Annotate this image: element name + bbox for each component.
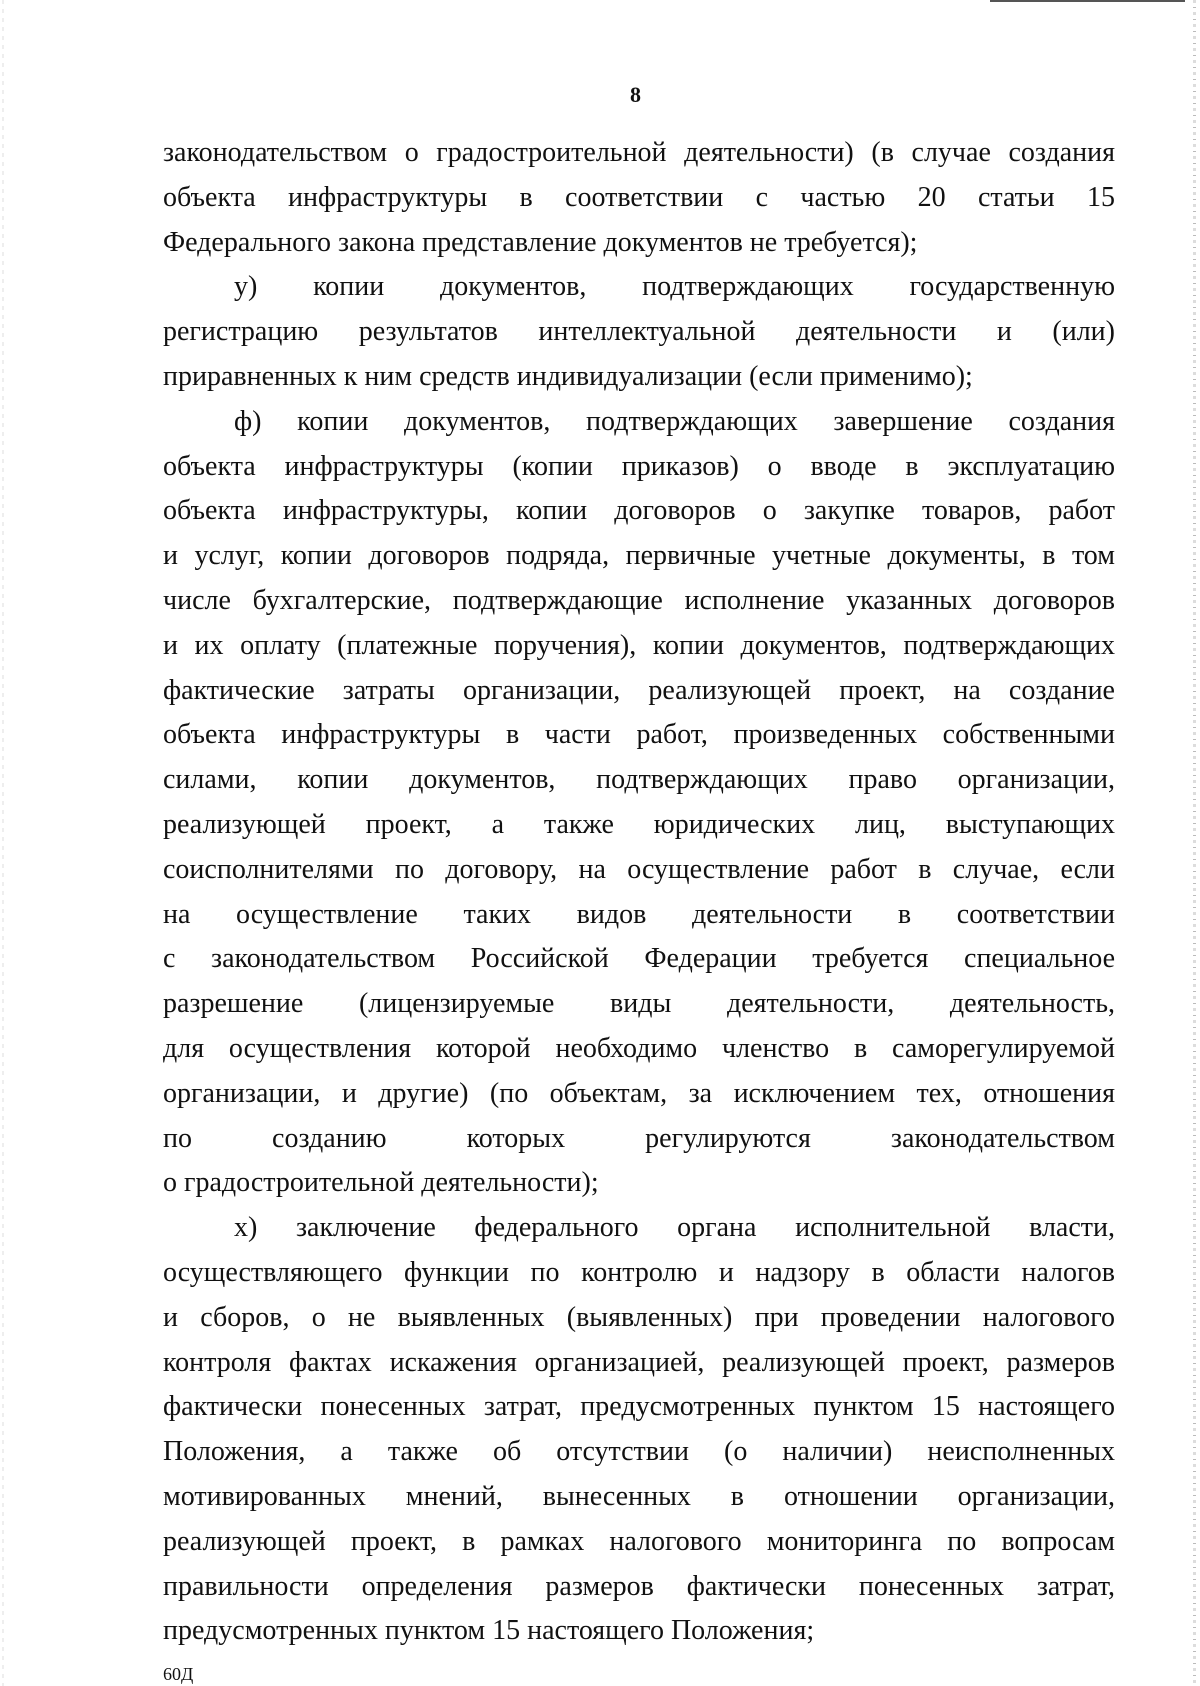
paragraph <box>163 1206 1115 1654</box>
text-line: фактически понесенных затрат, предусмотренных пунктом 15 настоящего <box>163 1391 1115 1423</box>
text-line: регистрацию результатов интеллектуальной деятельности и (или) <box>163 316 1115 348</box>
text-line: мотивированных мнений, вынесенных в отношении организации, <box>163 1480 1115 1512</box>
scan-edge-right <box>1193 0 1196 1686</box>
text-line: законодательством о градостроительной деятельности) (в случае создания <box>163 137 1115 168</box>
text-line: осуществляющего функции по контролю и надзору в области налогов <box>163 1256 1115 1288</box>
text-line: числе бухгалтерские, подтверждающие исполнение указанных договоров <box>163 584 1115 616</box>
paragraph <box>163 131 1115 265</box>
document-body <box>163 131 1115 1654</box>
text-line: объекта инфраструктуры в части работ, произведенных собственными <box>163 719 1115 751</box>
text-line: соисполнителями по договору, на осуществление работ в случае, если <box>163 853 1115 885</box>
text-line: объекта инфраструктуры, копии договоров о закупке товаров, работ <box>163 495 1115 527</box>
text-line: и сборов, о не выявленных (выявленных) при проведении налогового <box>163 1301 1115 1333</box>
text-line: у) копии документов, подтверждающих государственную <box>234 271 1115 303</box>
scan-edge-left <box>2 0 4 1686</box>
scan-top-edge-line <box>990 0 1185 2</box>
text-line: для осуществления которой необходимо членство в саморегулируемой <box>163 1032 1115 1064</box>
page-number: 8 <box>630 82 641 107</box>
text-line: реализующей проект, в рамках налогового мониторинга по вопросам <box>163 1525 1115 1557</box>
text-line: и услуг, копии договоров подряда, первичные учетные документы, в том <box>163 540 1115 572</box>
text-line: по созданию которых регулируются законодательством <box>163 1122 1115 1154</box>
text-line: контроля фактах искажения организацией, реализующей проект, размеров <box>163 1346 1115 1378</box>
text-line: фактические затраты организации, реализующей проект, на создание <box>163 674 1115 706</box>
text-line: силами, копии документов, подтверждающих право организации, <box>163 764 1115 796</box>
text-line: правильности определения размеров фактически понесенных затрат, <box>163 1570 1115 1602</box>
text-line: с законодательством Российской Федерации требуется специальное <box>163 943 1115 975</box>
text-line: предусмотренных пунктом 15 настоящего Положения; <box>163 1615 815 1647</box>
text-line: и их оплату (платежные поручения), копии документов, подтверждающих <box>163 629 1115 661</box>
paragraph <box>163 400 1115 1206</box>
text-line: о градостроительной деятельности); <box>163 1167 599 1199</box>
text-line: х) заключение федерального органа исполнительной власти, <box>234 1212 1115 1244</box>
text-line: реализующей проект, а также юридических лиц, выступающих <box>163 808 1115 840</box>
text-line: объекта инфраструктуры в соответствии с частью 20 статьи 15 <box>163 181 1115 213</box>
text-line: Федерального закона представление документов не требуется); <box>163 226 918 258</box>
paragraph <box>163 265 1115 399</box>
text-line: ф) копии документов, подтверждающих завершение создания <box>234 405 1115 437</box>
footer-code: 60Д <box>163 1664 194 1684</box>
text-line: приравненных к ним средств индивидуализации (если применимо); <box>163 360 973 392</box>
text-line: на осуществление таких видов деятельности в соответствии <box>163 898 1115 930</box>
text-line: разрешение (лицензируемые виды деятельности, деятельность, <box>163 988 1115 1020</box>
text-line: Положения, а также об отсутствии (о наличии) неисполненных <box>163 1436 1115 1468</box>
text-line: организации, и другие) (по объектам, за исключением тех, отношения <box>163 1077 1115 1109</box>
text-line: объекта инфраструктуры (копии приказов) о вводе в эксплуатацию <box>163 450 1115 482</box>
